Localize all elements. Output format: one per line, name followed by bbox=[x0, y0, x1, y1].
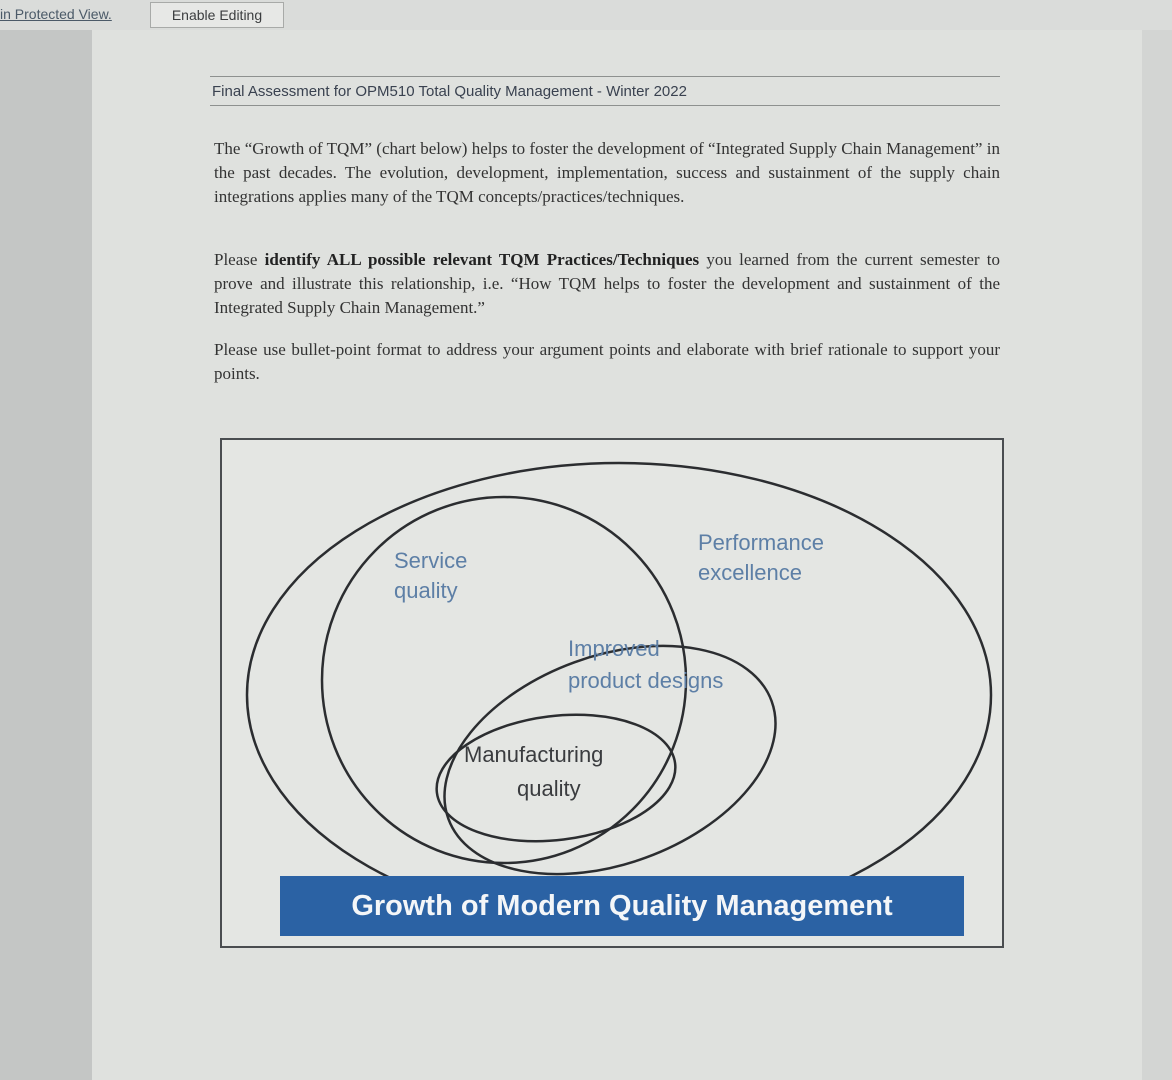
label-service-line2: quality bbox=[394, 578, 458, 603]
paragraph-format: Please use bullet-point format to address your argument points and elaborate with brief rationale to support your points. bbox=[214, 340, 1000, 383]
paragraph-intro: The “Growth of TQM” (chart below) helps to foster the development of “Integrated Supply Chain Management” in the past decades. The evolution, development, implementation, success and sustainment of the supply chain integrations applies many of the TQM concepts/practices/techniques. bbox=[214, 139, 1000, 206]
label-performance-line1: Performance bbox=[698, 530, 824, 555]
paragraph-instructions-bold: identify ALL possible relevant TQM Practices/Techniques bbox=[264, 250, 700, 269]
right-margin bbox=[1142, 30, 1172, 1080]
enable-editing-button[interactable]: Enable Editing bbox=[150, 2, 284, 28]
document-header: Final Assessment for OPM510 Total Quality Management - Winter 2022 bbox=[210, 76, 1000, 106]
growth-of-quality-figure bbox=[220, 438, 1004, 948]
left-margin bbox=[0, 30, 92, 1080]
label-improved-line2: product designs bbox=[568, 668, 724, 693]
paragraph-instructions-intro: Please bbox=[214, 250, 265, 269]
label-manufacturing-line2: quality bbox=[517, 776, 581, 801]
label-performance-line2: excellence bbox=[698, 560, 802, 585]
protected-view-link[interactable]: in Protected View. bbox=[0, 6, 112, 22]
protected-view-bar bbox=[0, 0, 1172, 30]
outer-ellipse bbox=[247, 463, 991, 927]
label-service-line1: Service bbox=[394, 548, 468, 573]
paragraph-instructions-rest: you learned from the current semester to prove and illustrate this relationship, i.e. “How TQM helps to foster the development and sustainment of the Integrated Supply Chain Management.” bbox=[214, 250, 1000, 317]
venn-diagram bbox=[222, 440, 1002, 946]
paragraph-instructions bbox=[214, 248, 1000, 320]
figure-caption: Growth of Modern Quality Management bbox=[280, 876, 964, 936]
label-manufacturing-line1: Manufacturing bbox=[464, 742, 604, 767]
label-improved-line1: Improved bbox=[568, 636, 660, 661]
